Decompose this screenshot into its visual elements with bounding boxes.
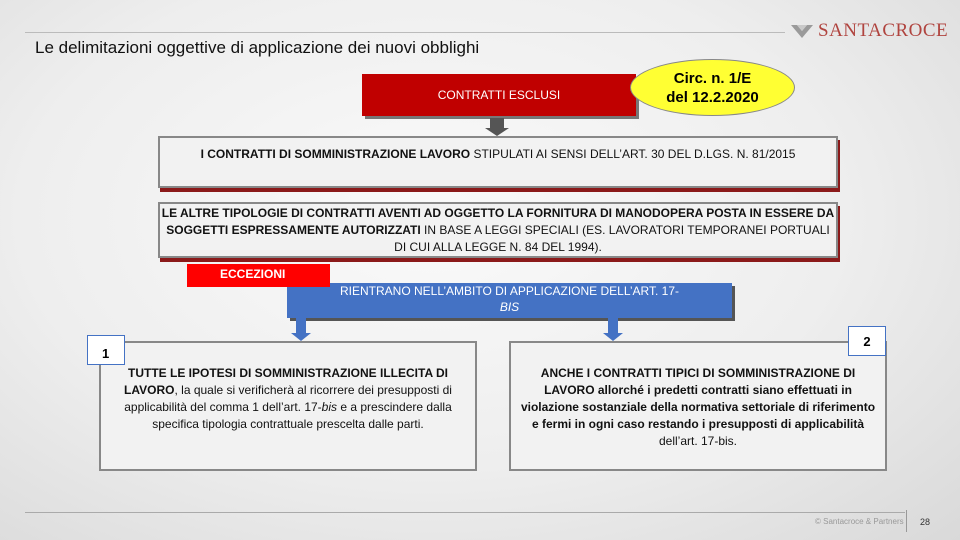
- arrow-right-shaft-icon: [608, 318, 618, 334]
- page-title: Le delimitazioni oggettive di applicazione dei nuovi obblighi: [35, 38, 480, 57]
- rule-bis: BIS: [499, 300, 520, 314]
- exception-card-2: [509, 341, 887, 471]
- arrow-right-head-icon: [603, 333, 623, 341]
- item1-text: STIPULATI AI SENSI DELL’ART. 30 DEL D.LGS. N. 81/2015: [470, 147, 796, 161]
- card1-text: , la quale si verificherà al ricorrere dei presupposti di applicabilità del comma 1 dell’art. 17-: [124, 383, 452, 414]
- item1-bold: I CONTRATTI DI SOMMINISTRAZIONE LAVORO: [200, 147, 471, 161]
- circular-line2: del 12.2.2020: [666, 88, 759, 106]
- copyright: © Santacroce & Partners: [815, 517, 904, 526]
- footer-divider: [25, 512, 905, 513]
- excluded-item-2: [158, 202, 838, 258]
- excluded-item-1: [158, 136, 838, 188]
- logo-mark-icon: [790, 23, 814, 39]
- footer-separator: [906, 510, 907, 532]
- card-number-2: 2: [848, 326, 886, 356]
- down-arrowhead-icon: [485, 128, 509, 136]
- card1-bold: TUTTE LE IPOTESI DI SOMMINISTRAZIONE ILLECITA DI LAVORO: [124, 366, 448, 397]
- item2-bold: LE ALTRE TIPOLOGIE DI CONTRATTI AVENTI AD OGGETTO LA FORNITURA DI MANODOPERA POSTA IN ESSERE DA SOGGETTI ESPRESSAMENTE AUTORIZZATI: [161, 206, 835, 237]
- logo-text: SANTACROCE: [818, 20, 949, 41]
- card1-text2: e a prescindere dalla specifica tipologia contrattuale prescelta dalle parti.: [152, 400, 452, 431]
- arrow-left-head-icon: [291, 333, 311, 341]
- logo: [790, 20, 948, 42]
- exceptions-label: ECCEZIONI: [187, 264, 330, 287]
- arrow-left-shaft-icon: [296, 318, 306, 334]
- exceptions-rule-box: [287, 283, 732, 318]
- circular-line1: Circ. n. 1/E: [673, 69, 752, 87]
- card2-text: dell’art. 17-bis.: [658, 434, 738, 448]
- rule-text: RIENTRANO NELL’AMBITO DI APPLICAZIONE DELL’ART. 17-: [340, 284, 679, 298]
- exception-card-1: [99, 341, 477, 471]
- header-divider: [25, 32, 785, 33]
- card2-bold: ANCHE I CONTRATTI TIPICI DI SOMMINISTRAZIONE DI LAVORO allorché i predetti contratti siano effettuati in violazione sostanziale della normativa settoriale di riferimento e fermi in ogni caso restando i presupposti di applicabilità: [520, 366, 876, 431]
- down-arrow-icon: [490, 118, 504, 128]
- card-number-1: 1: [87, 335, 125, 365]
- circular-callout: [630, 59, 795, 116]
- page-number: 28: [920, 517, 931, 527]
- card1-italic: bis: [321, 400, 338, 414]
- excluded-contracts-box: CONTRATTI ESCLUSI: [362, 74, 636, 116]
- item2-text: IN BASE A LEGGI SPECIALI (ES. LAVORATORI TEMPORANEI PORTUALI DI CUI ALLA LEGGE N. 84 DEL 1994).: [394, 223, 830, 254]
